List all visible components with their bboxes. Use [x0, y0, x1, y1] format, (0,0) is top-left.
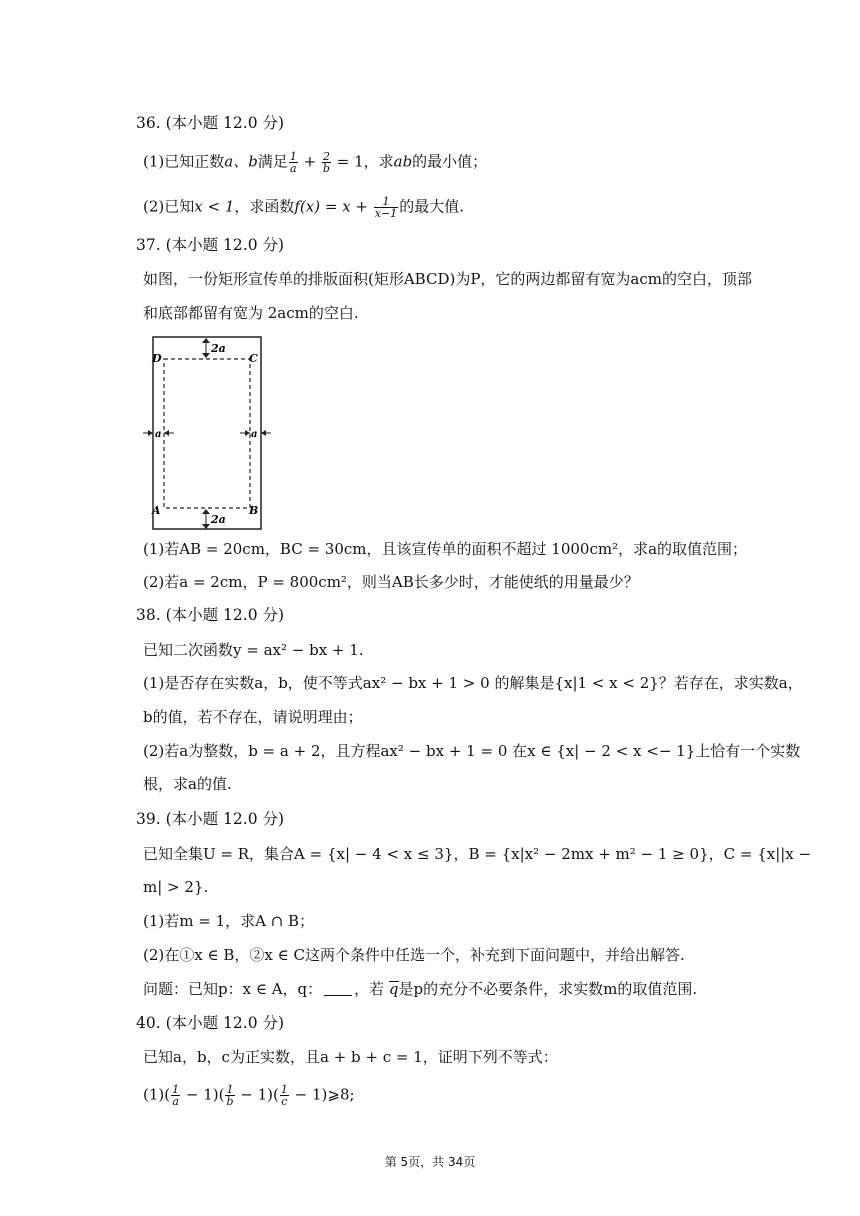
q40-text-line1: 已知a，b，c为正实数，且a + b + c = 1，证明下列不等式：: [143, 1048, 558, 1066]
q40-heading: 40. (本小题 12.0 分): [136, 1014, 285, 1032]
q38-heading: 38. (本小题 12.0 分): [136, 606, 285, 624]
vertex-A: A: [152, 504, 161, 517]
q39-text-line2: m| > 2}.: [143, 878, 209, 896]
q39-part1: (1)若m = 1，求A ∩ B；: [143, 912, 315, 930]
negated-q: q: [388, 980, 399, 998]
vertex-D: D: [152, 352, 162, 365]
q37-heading: 37. (本小题 12.0 分): [136, 236, 285, 254]
q37-part1: (1)若AB = 20cm，BC = 30cm，且该宣传单的面积不超过 1000cm²，求a的取值范围；: [143, 540, 748, 558]
q39-part2: (2)在①x ∈ B，②x ∈ C这两个条件中任选一个，补充到下面问题中，并给出解答.: [143, 946, 685, 964]
bottom-margin-label: 2a: [211, 513, 226, 526]
q37-part2: (2)若a = 2cm，P = 800cm²，则当AB长多少时，才能使纸的用量最少？: [143, 573, 639, 591]
q39-problem: 问题：已知p：x ∈ A，q： ，若 q是p的充分不必要条件，求实数m的取值范围.: [143, 980, 698, 998]
q40-part1: (1)( $\frac{1}{a}$ − 1)( $\frac{1}{b}$ − 1)( $\frac{1}{c}$ − 1)⩾8;: [143, 1083, 355, 1108]
q37-text-line2: 和底部都留有宽为 2acm的空白.: [143, 304, 359, 322]
right-margin-label: a: [251, 429, 258, 440]
q37-figure: [140, 334, 275, 532]
layout-rect-abcd: [164, 359, 250, 508]
top-margin-label: 2a: [211, 342, 226, 355]
vertex-B: B: [249, 504, 259, 517]
fill-in-blank: [324, 981, 352, 996]
q38-text-line3: b的值，若不存在，请说明理由；: [143, 708, 363, 726]
q39-text-line1: 已知全集U = R，集合A = {x| − 4 < x ≤ 3}，B = {x|x² − 2mx + m² − 1 ≥ 0}，C = {x||x −: [143, 845, 812, 863]
q38-text-line1: 已知二次函数y = ax² − bx + 1.: [143, 641, 364, 659]
q36-part2: (2)已知x < 1，求函数f(x) = x + $\frac{1}{x-1}$ 的最大值.: [143, 195, 464, 220]
left-margin-label: a: [155, 429, 162, 440]
q36-part1: (1)已知正数a、b满足 $\frac{1}{a}$ + $\frac{2}{b}$ = 1，求ab的最小值；: [143, 150, 488, 175]
vertex-C: C: [249, 352, 258, 365]
page-footer: 第 5页，共 34页: [384, 1155, 476, 1169]
q38-text-line5: 根，求a的值.: [143, 775, 232, 793]
q39-heading: 39. (本小题 12.0 分): [136, 810, 285, 828]
q37-text-line1: 如图，一份矩形宣传单的排版面积(矩形ABCD)为P，它的两边都留有宽为acm的空白，顶部: [143, 270, 753, 288]
q38-text-line2: (1)是否存在实数a，b，使不等式ax² − bx + 1 > 0 的解集是{x|1 < x < 2}？若存在，求实数a，: [143, 674, 803, 692]
q36-heading: 36. (本小题 12.0 分): [136, 114, 285, 132]
q38-text-line4: (2)若a为整数，b = a + 2，且方程ax² − bx + 1 = 0 在x ∈ {x| − 2 < x <− 1}上恰有一个实数: [143, 742, 801, 760]
